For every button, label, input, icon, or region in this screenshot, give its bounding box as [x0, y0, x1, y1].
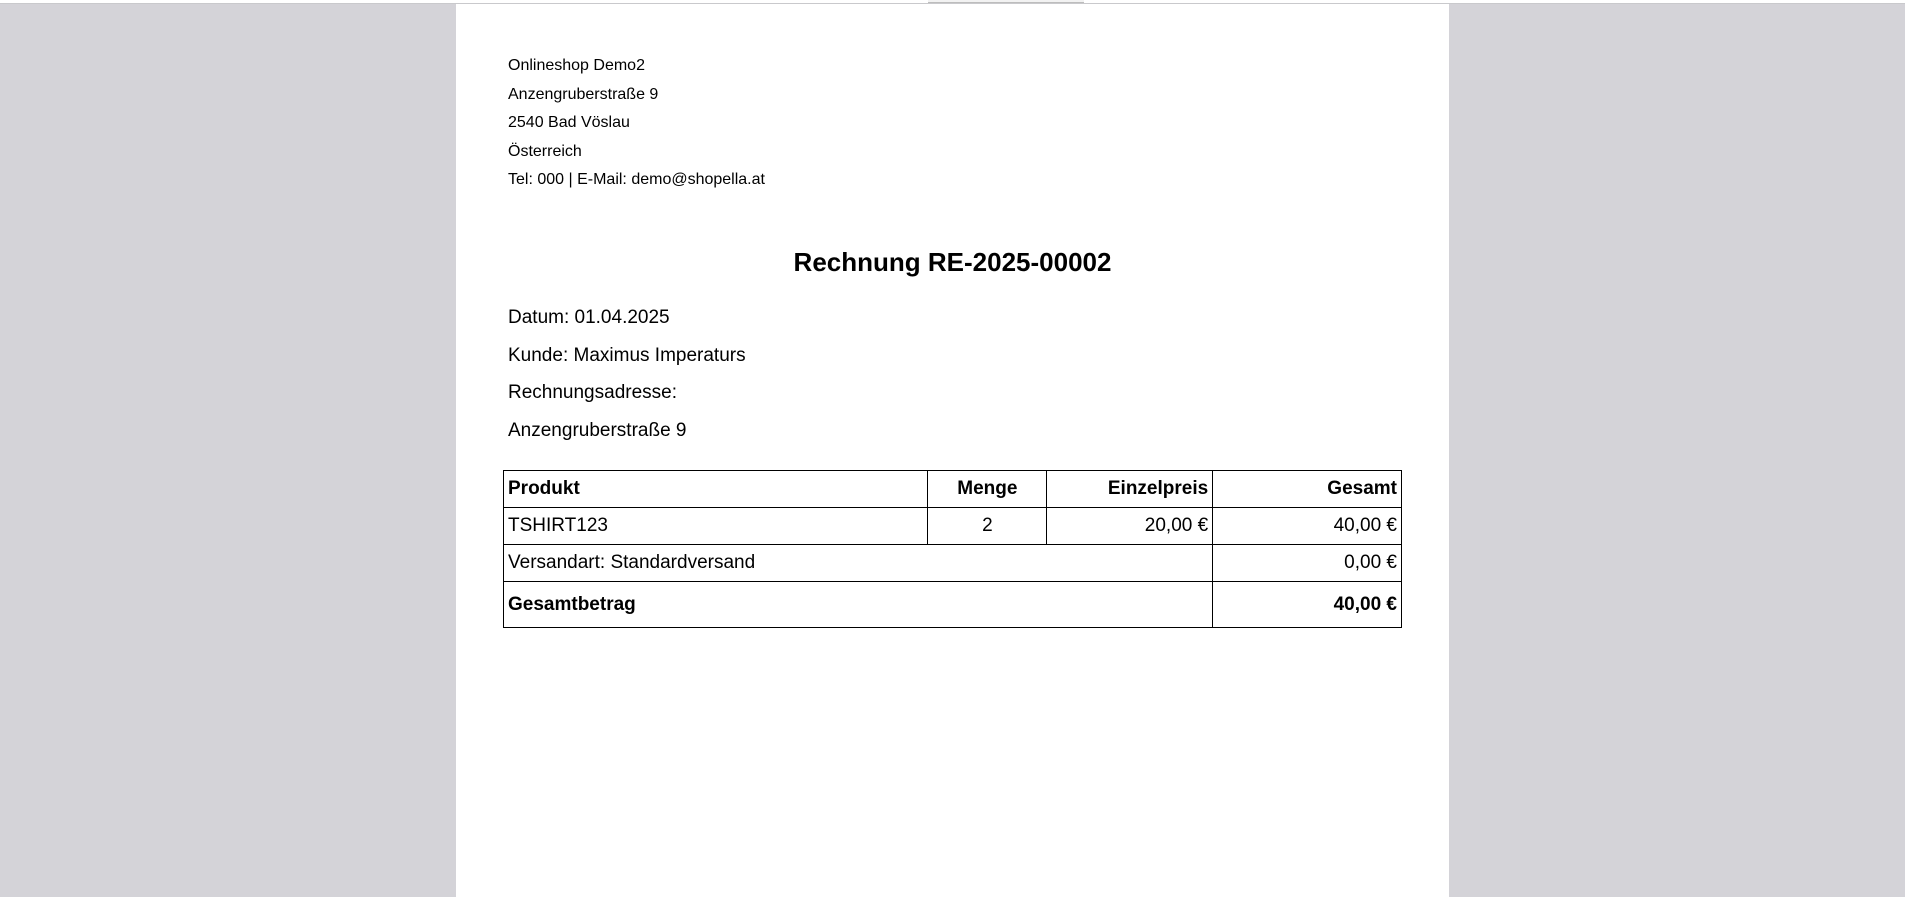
- invoice-page: [456, 4, 1449, 897]
- sender-contact: Tel: 000 | E-Mail: demo@shopella.at: [508, 171, 765, 188]
- shipping-row: [504, 545, 1402, 582]
- sender-street: Anzengruberstraße 9: [508, 85, 659, 103]
- toolbar-handle[interactable]: [928, 0, 1084, 3]
- table-header-row: [504, 471, 1402, 508]
- cell-total: 40,00 €: [1213, 508, 1402, 545]
- cell-product: TSHIRT123: [504, 508, 928, 545]
- invoice-title: Rechnung RE-2025-00002: [793, 247, 1112, 277]
- invoice-items-table: [503, 470, 1402, 628]
- invoice-date: Datum: 01.04.2025: [508, 307, 670, 328]
- table-row: [504, 508, 1402, 545]
- header-quantity: Menge: [928, 471, 1047, 508]
- invoice-meta: [508, 299, 746, 449]
- header-product: Produkt: [504, 471, 928, 508]
- billing-address-street: Anzengruberstraße 9: [508, 419, 687, 441]
- grand-total-row: [504, 582, 1402, 628]
- header-unit-price: Einzelpreis: [1047, 471, 1213, 508]
- sender-address: [508, 52, 765, 195]
- header-total: Gesamt: [1213, 471, 1402, 508]
- sender-company: Onlineshop Demo2: [508, 57, 645, 74]
- shipping-label: Versandart: Standardversand: [504, 545, 1213, 582]
- grand-total-amount: 40,00 €: [1213, 582, 1402, 628]
- sender-city: 2540 Bad Vöslau: [508, 114, 630, 131]
- cell-unit-price: 20,00 €: [1047, 508, 1213, 545]
- invoice-customer: Kunde: Maximus Imperaturs: [508, 344, 746, 366]
- cell-quantity: 2: [928, 508, 1047, 545]
- sender-country: Österreich: [508, 142, 582, 160]
- shipping-amount: 0,00 €: [1213, 545, 1402, 582]
- grand-total-label: Gesamtbetrag: [504, 582, 1213, 628]
- billing-address-label: Rechnungsadresse:: [508, 382, 677, 403]
